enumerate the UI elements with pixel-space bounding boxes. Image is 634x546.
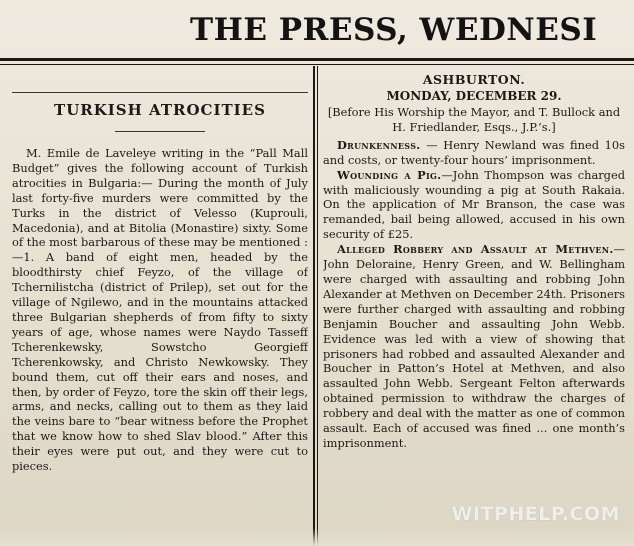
court-date: MONDAY, DECEMBER 29. bbox=[386, 89, 562, 103]
bottom-fade bbox=[0, 528, 634, 546]
article-heading: TURKISH ATROCITIES bbox=[54, 101, 266, 119]
court-item-text: —John Thompson was charged with maliciously wounding a pig at South Rakaia. On the application of Mr Branson, the case was remanded, bail being allowed, accused in his own security of £25. bbox=[323, 167, 625, 242]
court-item bbox=[323, 242, 625, 451]
masthead-rule-thick bbox=[0, 58, 634, 61]
court-item bbox=[323, 138, 625, 168]
court-item-lead: Wounding a Pig. bbox=[337, 167, 442, 182]
article-body: M. Emile de Laveleye writing in the “Pall Mall Budget” gives the following account of Turkish atrocities in Bulgaria:— During the month of July last forty-five murders were committed by the Turks in the district of Velesso (Kuprouli, Macedonia), and at Bitolia (Monastire) sixty. Some of the most barbarous of these may be mentioned :—1. A band of eight men, headed by the bloodthirsty chief Feyzo, of the village of Tchernilistcha (district of Prilep), set out for the village of Ngilewo, and in the mountains attacked three Bulgarian shepherds of from fifty to sixty years of age, whose names were Naydo Tasseff Tcherenkewsky, Sowstcho Georgieff Tcherenkowsky, and Christo Newkowsky. They bound them, cut off their ears and noses, and then, by order of Feyzo, tore the skin off their legs, arms, and necks, calling out to them as they laid the veins bare to “bear witness before the Prophet that we know how to shed Slav blood.” After this their eyes were put out, and they were cut to pieces. bbox=[12, 146, 308, 474]
watermark: WITPHELP.COM bbox=[451, 503, 620, 525]
court-item bbox=[323, 168, 625, 243]
column-divider-inner bbox=[317, 66, 318, 546]
court-item-text: —John Deloraine, Henry Green, and W. Bellingham were charged with assaulting and robbing John Alexander at Methven on December 24th. Prisoners were further charged with assaulting and robbing Benjamin Boucher and assaulting John Webb. Evidence was led with a view of showing that prisoners had robbed and assaulted Alexander and Boucher in Patton’s Hotel at Methven, and also assaulted John Webb. Sergeant Felton afterwards obtained permission to withdraw the charges of robbery and deal with the matter as one of common assault. Each of accused was fined ... one month’s imprisonment. bbox=[323, 242, 625, 450]
heading-top-rule bbox=[12, 92, 308, 93]
heading-underline bbox=[115, 131, 205, 132]
column-divider bbox=[313, 66, 315, 546]
court-location: ASHBURTON. bbox=[422, 72, 526, 87]
masthead bbox=[0, 0, 634, 60]
court-item-text: — Henry Newland was fined 10s and costs, or twenty-four hours’ imprisonment. bbox=[323, 137, 625, 167]
masthead-title: THE PRESS, WEDNESI bbox=[190, 12, 598, 48]
left-column bbox=[12, 92, 308, 532]
court-item-lead: Drunkenness. bbox=[337, 137, 421, 152]
court-before: [Before His Worship the Mayor, and T. Bullock and H. Friedlander, Esqs., J.P.’s.] bbox=[327, 105, 621, 134]
court-item-lead: Alleged Robbery and Assault at Methven. bbox=[337, 242, 614, 257]
right-column bbox=[323, 72, 625, 532]
masthead-rule-thin bbox=[0, 64, 634, 65]
